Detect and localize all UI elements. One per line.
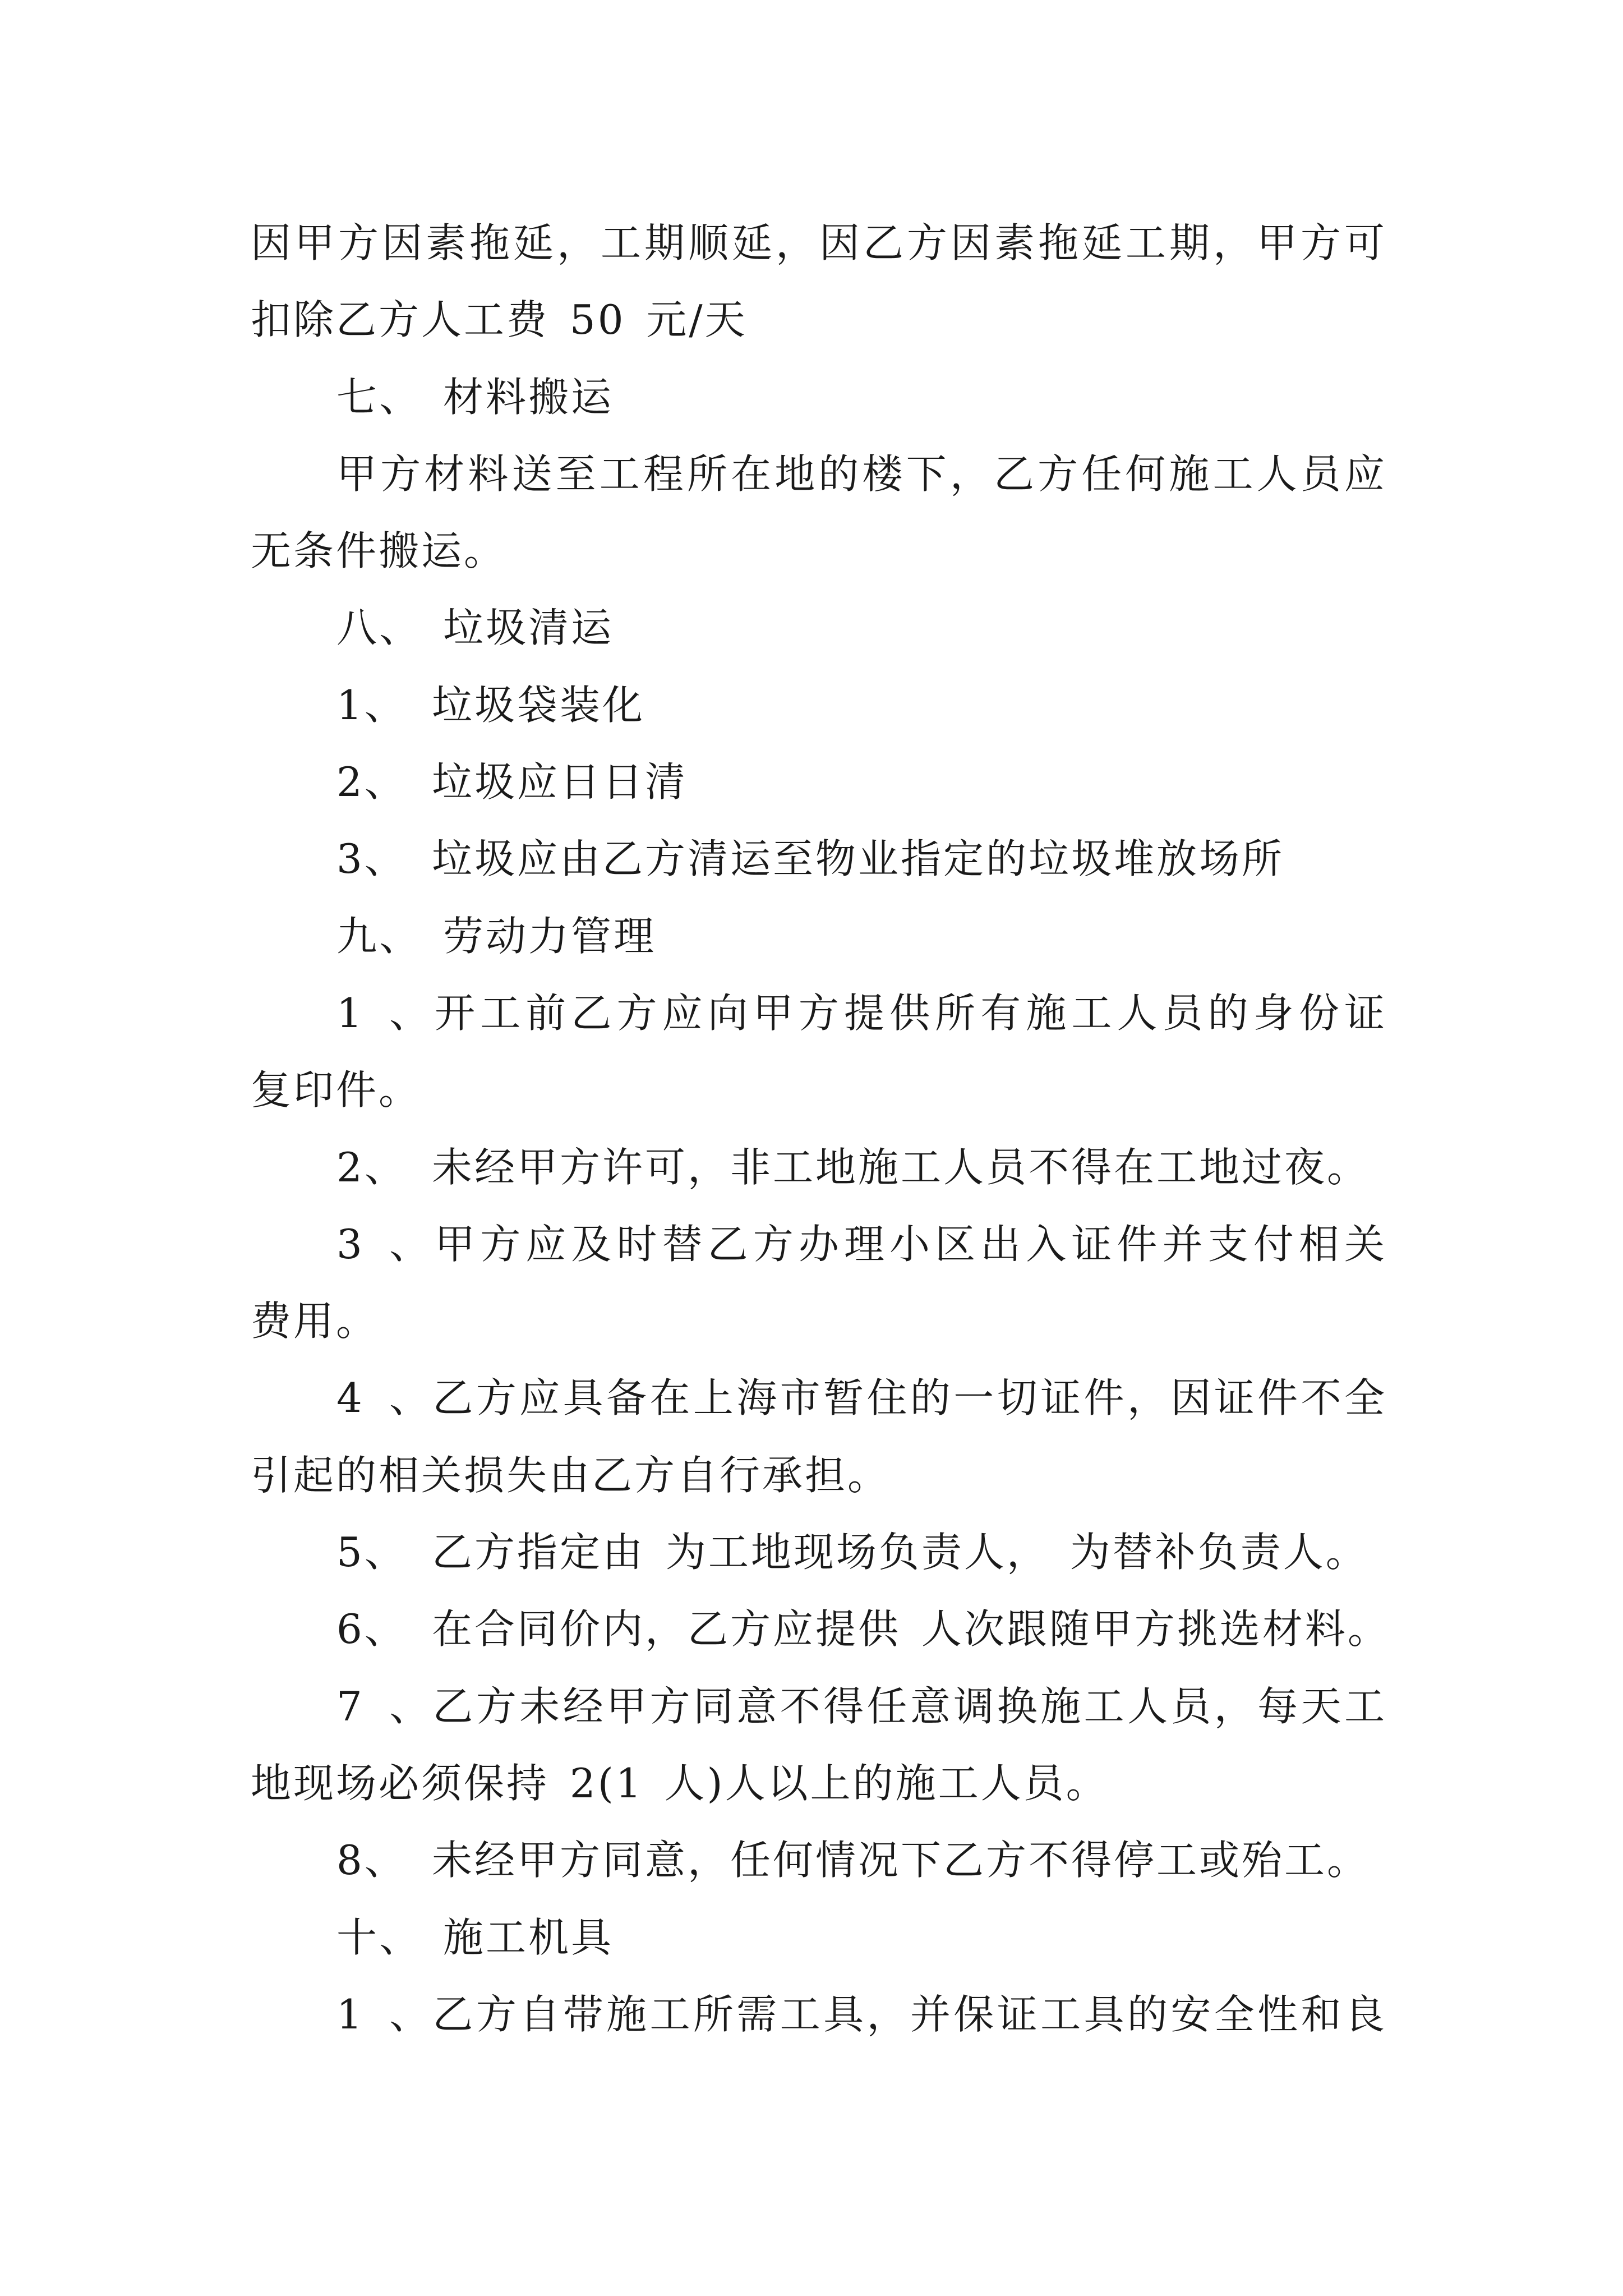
section-heading-8 xyxy=(251,590,1387,666)
paragraph-line: 甲方材料送至工程所在地的楼下，乙方任何施工人员应 xyxy=(336,450,1387,498)
list-item xyxy=(251,1822,1387,1899)
section-number: 七、 xyxy=(336,373,422,421)
item-number: 7、 xyxy=(336,1682,432,1730)
list-item xyxy=(251,1129,1387,1206)
item-text: 垃圾袋装化 xyxy=(432,681,645,729)
item-text: 垃圾应日日清 xyxy=(432,758,688,806)
item-number: 1、 xyxy=(336,1990,432,2038)
item-text: 乙方应具备在上海市暂住的一切证件，因证件不全 xyxy=(432,1374,1387,1422)
list-item-continuation: 引起的相关损失由乙方自行承担。 xyxy=(251,1451,891,1499)
list-item xyxy=(251,667,1387,744)
list-item xyxy=(251,1206,1387,1283)
section-number: 九、 xyxy=(336,912,422,960)
list-item xyxy=(251,1514,1387,1591)
document-body xyxy=(251,205,1390,2053)
item-text: 垃圾应由乙方清运至物业指定的垃圾堆放场所 xyxy=(432,835,1285,883)
list-item xyxy=(251,1668,1387,1745)
item-text: 未经甲方同意，任何情况下乙方不得停工或殆工。 xyxy=(432,1837,1370,1884)
item-number: 5、 xyxy=(336,1529,407,1576)
section-title: 垃圾清运 xyxy=(443,604,614,652)
item-number: 2、 xyxy=(336,1143,407,1191)
section-title: 施工机具 xyxy=(443,1913,614,1961)
item-number: 4、 xyxy=(336,1374,432,1422)
item-number: 2、 xyxy=(336,758,407,806)
item-text: 甲方应及时替乙方办理小区出入证件并支付相关 xyxy=(432,1220,1387,1268)
section-number: 八、 xyxy=(336,604,422,652)
list-item xyxy=(251,975,1387,1052)
list-item xyxy=(251,744,1387,821)
list-item-continuation: 复印件。 xyxy=(251,1066,422,1114)
paragraph-line: 因甲方因素拖延，工期顺延，因乙方因素拖延工期，甲方可 xyxy=(251,219,1387,266)
paragraph-line: 无条件搬运。 xyxy=(251,527,507,575)
item-text: 未经甲方许可，非工地施工人员不得在工地过夜。 xyxy=(432,1143,1370,1191)
item-number: 3、 xyxy=(336,1220,432,1268)
section-heading-9 xyxy=(251,898,1387,975)
item-text: 乙方自带施工所需工具，并保证工具的安全性和良 xyxy=(432,1990,1387,2038)
paragraph-line: 扣除乙方人工费 50 元/天 xyxy=(251,296,748,344)
list-item-continuation: 地现场必须保持 2(1 人)人以上的施工人员。 xyxy=(251,1759,1109,1807)
item-number: 1、 xyxy=(336,681,407,729)
list-item xyxy=(251,821,1387,898)
item-text: 开工前乙方应向甲方提供所有施工人员的身份证 xyxy=(432,989,1387,1037)
section-number: 十、 xyxy=(336,1913,422,1961)
list-item xyxy=(251,1976,1387,2053)
item-text: 乙方未经甲方同意不得任意调换施工人员，每天工 xyxy=(432,1682,1387,1730)
list-item xyxy=(251,1591,1390,1668)
list-item-continuation: 费用。 xyxy=(251,1297,379,1345)
item-number: 3、 xyxy=(336,835,407,883)
item-text: 在合同价内，乙方应提供 人次跟随甲方挑选材料。 xyxy=(432,1605,1390,1653)
section-heading-10 xyxy=(251,1899,1387,1976)
item-number: 8、 xyxy=(336,1837,407,1884)
item-number: 6、 xyxy=(336,1605,407,1653)
list-item xyxy=(251,1360,1387,1437)
item-text: 乙方指定由 为工地现场负责人， 为替补负责人。 xyxy=(432,1529,1368,1576)
section-title: 劳动力管理 xyxy=(443,912,657,960)
section-title: 材料搬运 xyxy=(443,373,614,421)
item-number: 1、 xyxy=(336,989,432,1037)
section-heading-7 xyxy=(251,359,1387,436)
